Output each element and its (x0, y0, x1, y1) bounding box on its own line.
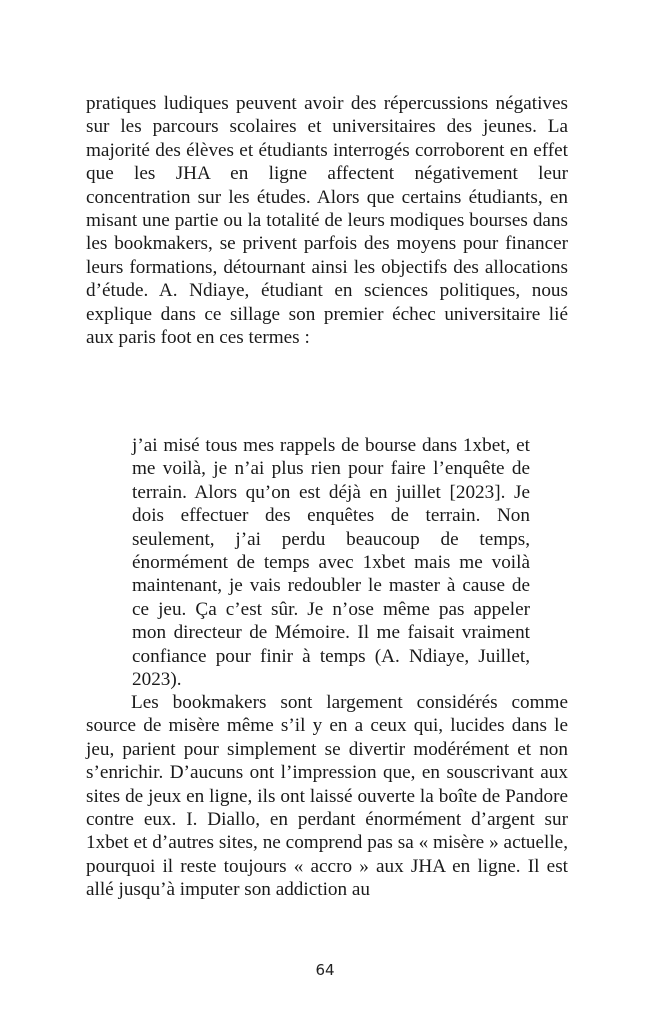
block-quote: j’ai misé tous mes rappels de bourse dans 1xbet, et me voilà, je n’ai plus rien pour faire l’enquête de terrain. Alors qu’on est déjà en juillet [2023]. Je dois effectuer des enquêtes de terrain. Non seulement, j’ai perdu beaucoup de temps, énormément de temps avec 1xbet mais me voilà maintenant, je vais redoubler le master à cause de ce jeu. Ça c’est sûr. Je n’ose même pas appeler mon directeur de Mémoire. Il me faisait vraiment confiance pour finir à temps (A. Ndiaye, Juillet, 2023). (132, 435, 530, 691)
body-paragraph-1: pratiques ludiques peuvent avoir des répercussions négatives sur les parcours scolaires et universitaires des jeunes. La majorité des élèves et étudiants interrogés corroborent en effet que les JHA en ligne affectent négativement leur concentration sur les études. Alors que certains étudiants, en misant une partie ou la totalité de leurs modiques bourses dans les bookmakers, se privent parfois des moyens pour financer leurs formations, détournant ainsi les objectifs des allocations d’étude. A. Ndiaye, étudiant en sciences politiques, nous explique dans ce sillage son premier échec universitaire lié aux paris foot en ces termes : (86, 93, 568, 349)
page-number: 64 (315, 961, 335, 979)
body-paragraph-2: Les bookmakers sont largement considérés comme source de misère même s’il y en a ceux qui, lucides dans le jeu, parient pour simplement se divertir modérément et non s’enrichir. D’aucuns ont l’impression que, en souscrivant aux sites de jeux en ligne, ils ont laissé ouverte la boîte de Pandore contre eux. I. Diallo, en perdant énormément d’argent sur 1xbet et d’autres sites, ne comprend pas sa « misère » actuelle, pourquoi il reste toujours « accro » aux JHA en ligne. Il est allé jusqu’à imputer son addiction au (86, 692, 568, 901)
